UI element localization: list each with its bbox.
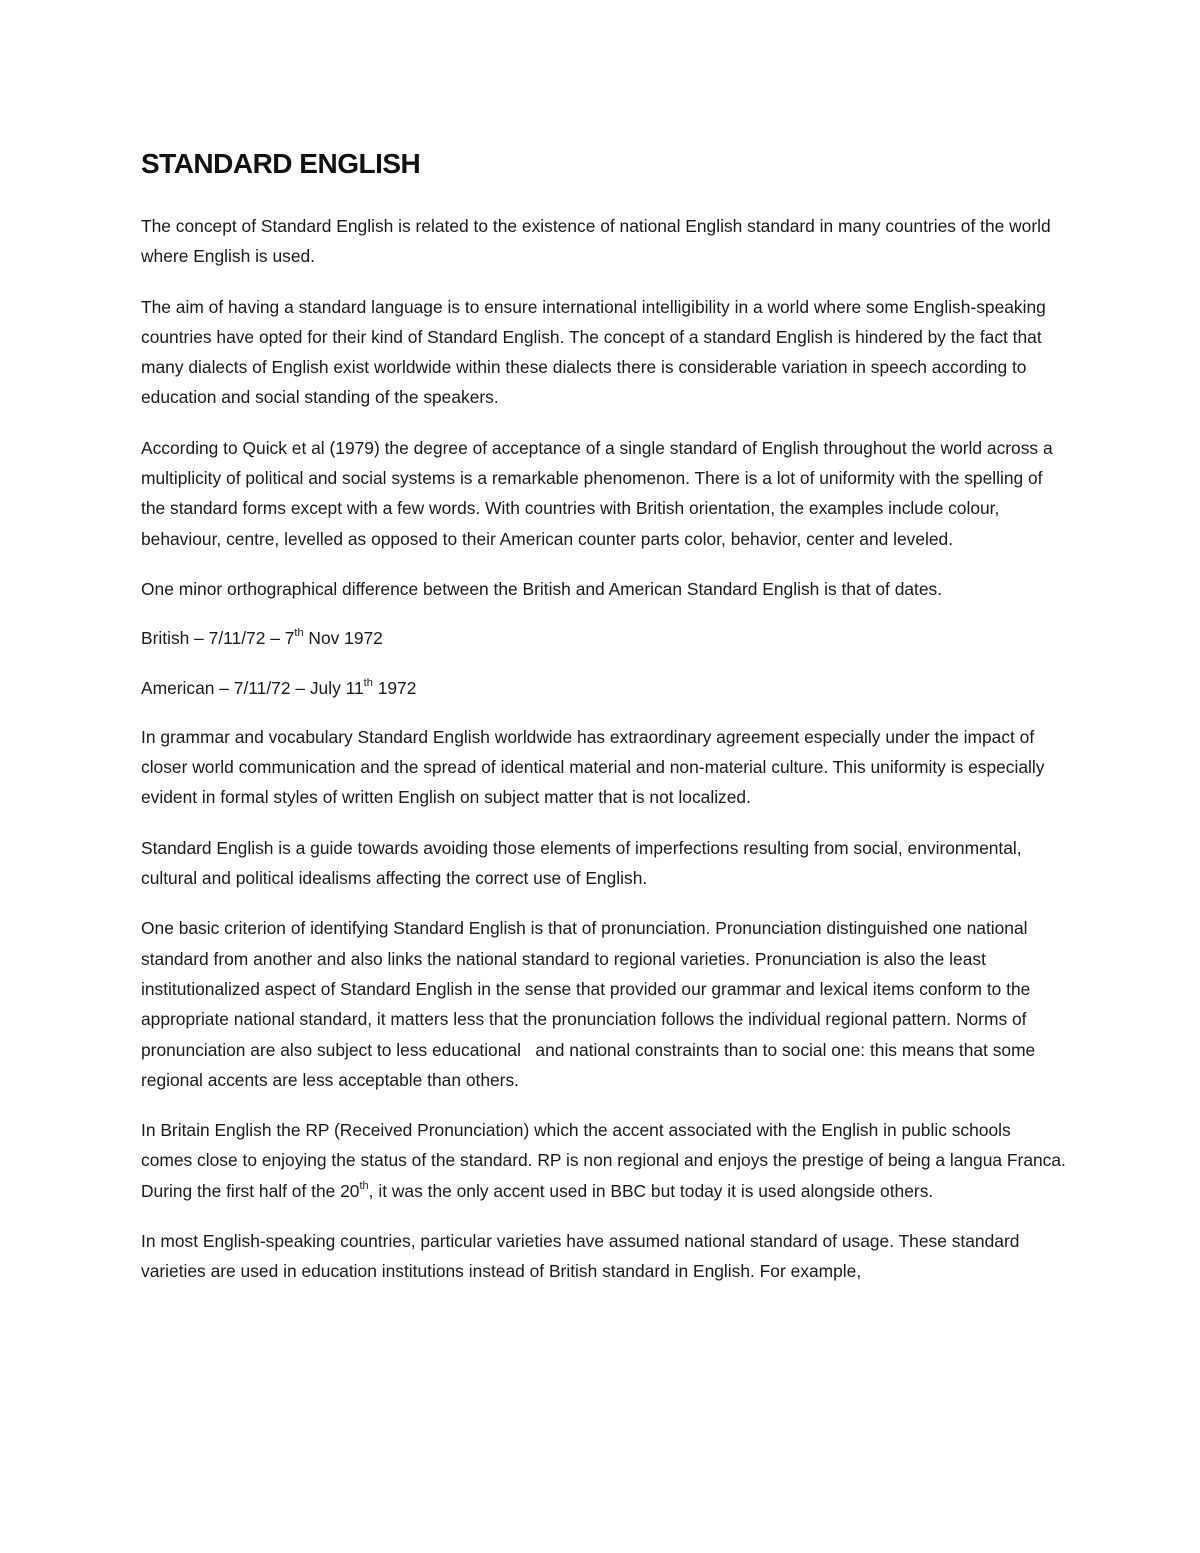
american-date-suffix: 1972: [372, 677, 417, 698]
british-date-suffix: Nov 1972: [303, 628, 383, 649]
american-date-sup: th: [363, 676, 373, 689]
document-title: STANDARD ENGLISH: [141, 148, 421, 179]
british-date-prefix: British – 7/11/72 – 7: [141, 628, 295, 649]
rp-text-before: In Britain English the RP (Received Pronunciation) which the accent associated with the English in public schools comes close to enjoying the status of the standard. RP is non regional and enjoys the prestige of being a langua Franca. During the first half of the 20: [141, 1120, 1066, 1201]
document-page: [141, 145, 1066, 1307]
rp-text-after: , it was the only accent used in BBC but today it is used alongside others.: [368, 1180, 934, 1201]
paragraph-varieties: In most English-speaking countries, particular varieties have assumed national standard of usage. These standard varieties are used in education institutions instead of British standard in English. For example,: [141, 1231, 1020, 1282]
british-date-line: [141, 623, 1066, 653]
paragraph-rp: [141, 1115, 1066, 1206]
paragraph-grammar: In grammar and vocabulary Standard English worldwide has extraordinary agreement especially under the impact of closer world communication and the spread of identical material and non-material culture. This uniformity is especially evident in formal styles of written English on subject matter that is not localized.: [141, 726, 1045, 808]
paragraph-aim: The aim of having a standard language is to ensure international intelligibility in a world where some English-speaking countries have opted for their kind of Standard English. The concept of a standard English is hindered by the fact that many dialects of English exist worldwide within these dialects there is considerable variation in speech according to education and social standing of the speakers.: [141, 296, 1046, 408]
paragraph-guide: Standard English is a guide towards avoiding those elements of imperfections resulting from social, environmental, cultural and political idealisms affecting the correct use of English.: [141, 837, 1022, 889]
paragraph-dates-intro: One minor orthographical difference between the British and American Standard English is that of dates.: [141, 578, 943, 599]
paragraph-pronunciation: One basic criterion of identifying Standard English is that of pronunciation. Pronunciation distinguished one national standard from another and also links the national standard to regional varieties. Pronunciation is also the least institutionalized aspect of Standard English in the sense that provided our grammar and lexical items conform to the appropriate national standard, it matters less that the pronunciation follows the individual regional pattern. Norms of pronunciation are also subject to less educational and national constraints than to social one: this means that some regional accents are less acceptable than others.: [141, 918, 1041, 1090]
british-date-sup: th: [294, 627, 304, 640]
paragraph-quick: According to Quick et al (1979) the degree of acceptance of a single standard of English throughout the world across a multiplicity of political and social systems is a remarkable phenomenon. There is a lot of uniformity with the spelling of the standard forms except with a few words. With countries with British orientation, the examples include colour, behaviour, centre, levelled as opposed to their American counter parts color, behavior, center and leveled.: [141, 437, 1053, 549]
rp-sup: th: [359, 1179, 369, 1192]
paragraph-concept: The concept of Standard English is related to the existence of national English standard in many countries of the world where English is used.: [141, 216, 1051, 267]
american-date-prefix: American – 7/11/72 – July 11: [141, 677, 364, 698]
american-date-line: [141, 673, 1066, 703]
